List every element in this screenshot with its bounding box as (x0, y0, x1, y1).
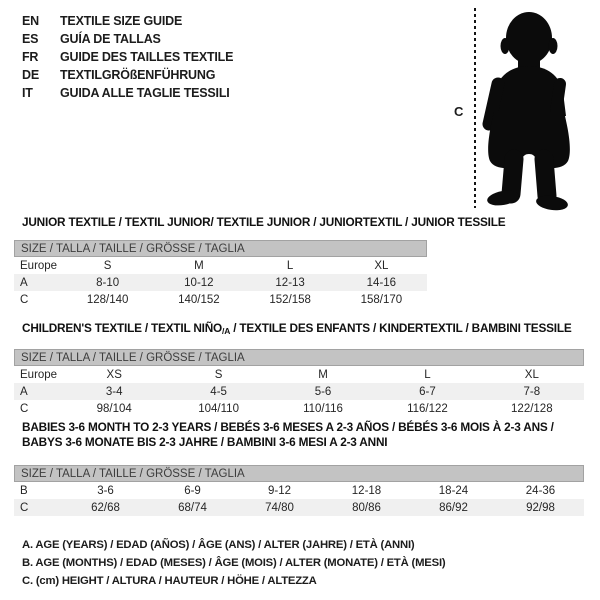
children-textile-section (14, 321, 584, 417)
table-row (14, 291, 427, 308)
language-label: TEXTILE SIZE GUIDE (60, 14, 183, 28)
table-row (14, 499, 584, 516)
table-cell: 140/152 (178, 293, 220, 306)
size-header-bar: SIZE / TALLA / TAILLE / GRÖSSE / TAGLIA (14, 349, 584, 366)
height-figure (448, 4, 582, 212)
table-cell: 3-4 (105, 385, 123, 398)
title-subscript: /A (222, 326, 231, 336)
table-cell: 68/74 (178, 501, 207, 514)
table-cell: L (424, 368, 431, 381)
table-cell: 152/158 (269, 293, 311, 306)
table-cell: 18-24 (438, 484, 469, 497)
table-cell: 4-5 (210, 385, 227, 398)
babies-size-table (14, 465, 584, 516)
language-row-fr (22, 48, 233, 66)
table-cell: 5-6 (314, 385, 332, 398)
table-cell: XS (106, 368, 122, 381)
table-cell: 98/104 (96, 402, 132, 415)
table-cell: 7-8 (523, 385, 541, 398)
table-cell: 8-10 (96, 276, 120, 289)
height-measure-label: C (454, 104, 464, 119)
table-cell: 6-9 (184, 484, 201, 497)
title-text: / TEXTILE DES ENFANTS / KINDERTEXTIL / BAMBINI TESSILE (230, 321, 572, 335)
language-code: IT (22, 86, 33, 100)
size-header-bar: SIZE / TALLA / TAILLE / GRÖSSE / TAGLIA (14, 240, 427, 257)
table-cell: 12-18 (351, 484, 382, 497)
language-code: ES (22, 32, 39, 46)
row-label: C (20, 501, 29, 514)
babies-table-body (14, 482, 584, 516)
footnotes-block (22, 536, 445, 590)
footnote-age-months: B. AGE (MONTHS) / EDAD (MESES) / ÂGE (MOIS) / ALTER (MONATE) / ETÀ (MESI) (22, 557, 446, 569)
language-label: GUÍA DE TALLAS (60, 32, 161, 46)
table-cell: M (194, 259, 204, 272)
table-row (14, 366, 584, 383)
language-row-en (22, 12, 233, 30)
table-cell: 104/110 (198, 402, 239, 415)
language-row-it (22, 84, 233, 102)
table-row (14, 383, 584, 400)
children-table-title (22, 321, 584, 339)
table-cell: 10-12 (184, 276, 214, 289)
footnote-age-years: A. AGE (YEARS) / EDAD (AÑOS) / ÂGE (ANS) / ALTER (JAHRE) / ETÀ (ANNI) (22, 539, 415, 551)
language-label: TEXTILGRÖßENFÜHRUNG (60, 68, 216, 82)
toddler-silhouette-image (478, 4, 578, 212)
language-code: FR (22, 50, 39, 64)
language-label: GUIDA ALLE TAGLIE TESSILI (60, 86, 230, 100)
language-row-de (22, 66, 233, 84)
language-label: GUIDE DES TAILLES TEXTILE (60, 50, 234, 64)
row-label: Europe (20, 259, 58, 272)
row-label: C (20, 402, 29, 415)
table-row (14, 274, 427, 291)
language-code: DE (22, 68, 39, 82)
table-cell: 128/140 (86, 293, 129, 306)
junior-table-body (14, 257, 427, 308)
babies-table-title-line1: BABIES 3-6 MONTH TO 2-3 YEARS / BEBÉS 3-6 MESES A 2-3 AÑOS / BÉBÉS 3-6 MOIS À 2-3 ANS / (22, 420, 554, 434)
table-cell: 24-36 (525, 484, 556, 497)
row-label: C (20, 293, 29, 306)
language-code: EN (22, 14, 39, 28)
title-text: CHILDREN'S TEXTILE / TEXTIL NIÑO (22, 321, 223, 335)
table-cell: S (103, 259, 112, 272)
table-cell: 3-6 (97, 484, 114, 497)
table-cell: 110/116 (303, 402, 343, 415)
table-cell: 12-13 (275, 276, 305, 289)
size-header-bar: SIZE / TALLA / TAILLE / GRÖSSE / TAGLIA (14, 465, 584, 482)
table-cell: 116/122 (407, 402, 448, 415)
row-label: Europe (20, 368, 58, 381)
table-row (14, 257, 427, 274)
table-cell: 6-7 (419, 385, 436, 398)
table-cell: 62/68 (91, 501, 120, 514)
language-row-es (22, 30, 233, 48)
table-cell: S (214, 368, 223, 381)
junior-size-table (14, 240, 427, 308)
table-cell: XL (524, 368, 539, 381)
table-row (14, 482, 584, 499)
table-cell: XL (374, 259, 389, 272)
table-cell: 14-16 (366, 276, 397, 289)
children-table-body (14, 366, 584, 417)
footnote-height-cm: C. (cm) HEIGHT / ALTURA / HAUTEUR / HÖHE / ALTEZZA (22, 575, 317, 587)
table-cell: 86/92 (439, 501, 468, 514)
junior-textile-section (14, 215, 506, 308)
table-cell: 9-12 (267, 484, 292, 497)
children-size-table (14, 349, 584, 417)
language-title-block (22, 12, 233, 102)
row-label: A (20, 385, 28, 398)
table-cell: M (318, 368, 328, 381)
babies-textile-section (14, 420, 584, 516)
table-cell: 80/86 (352, 501, 381, 514)
junior-table-title: JUNIOR TEXTILE / TEXTIL JUNIOR/ TEXTILE JUNIOR / JUNIORTEXTIL / JUNIOR TESSILE (22, 215, 506, 229)
table-row (14, 400, 584, 417)
table-cell: 92/98 (526, 501, 555, 514)
table-cell: 122/128 (511, 402, 553, 415)
height-measure-dashed-line (474, 8, 476, 208)
row-label: A (20, 276, 28, 289)
babies-table-title-line2: BABYS 3-6 MONATE BIS 2-3 JAHRE / BAMBINI 3-6 MESI A 2-3 ANNI (22, 435, 388, 449)
table-cell: L (286, 259, 294, 272)
table-cell: 158/170 (360, 293, 403, 306)
table-cell: 74/80 (265, 501, 294, 514)
row-label: B (20, 484, 28, 497)
